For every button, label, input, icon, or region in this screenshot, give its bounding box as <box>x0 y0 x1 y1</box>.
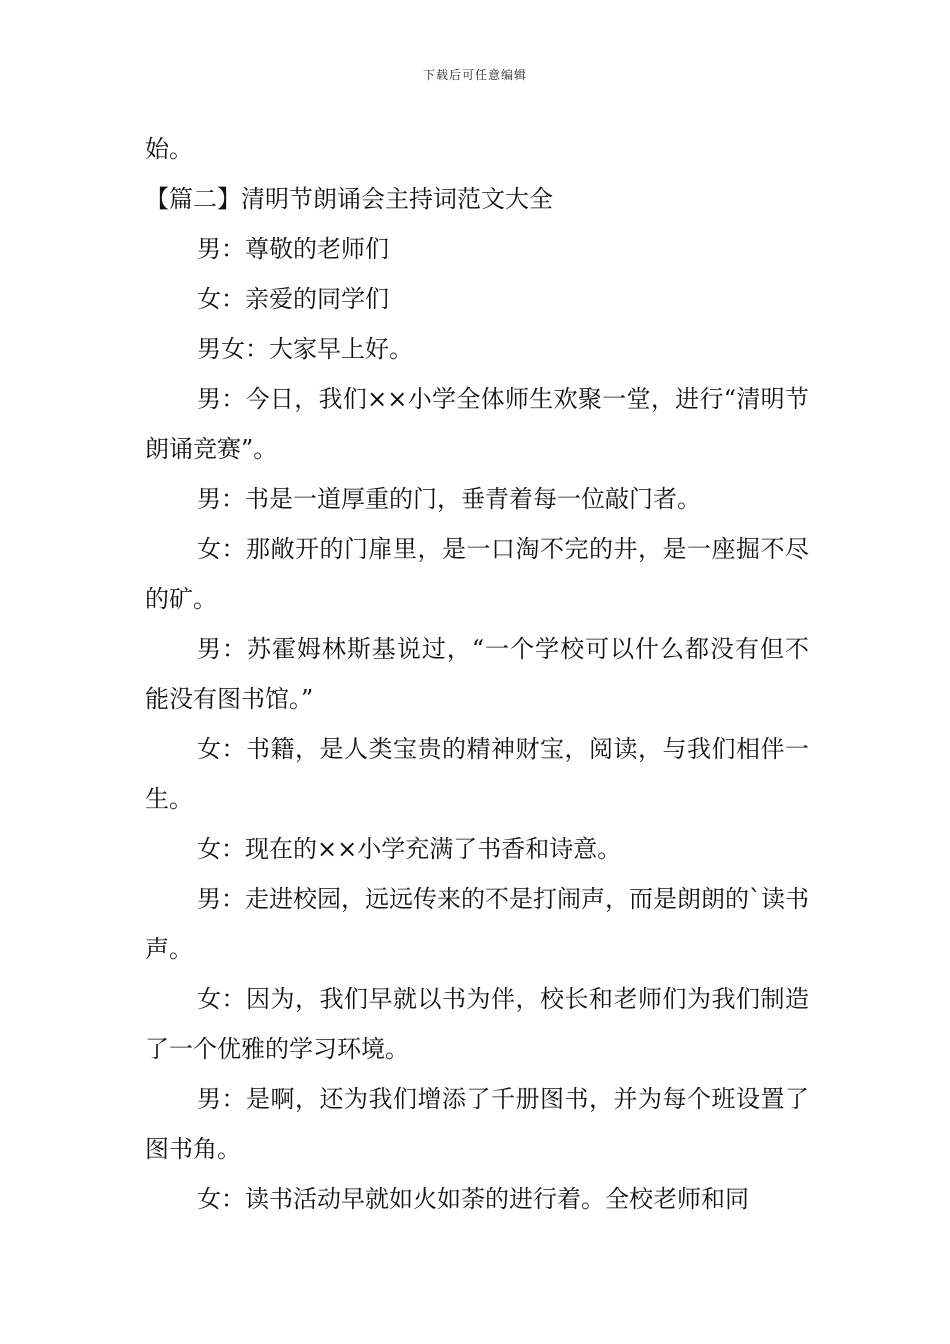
dialogue-line: 女：读书活动早就如火如荼的进行着。全校老师和同 <box>197 1185 749 1213</box>
page-header-note: 下载后可任意编辑 <box>422 68 527 82</box>
dialogue-line: 女：亲爱的同学们 <box>197 285 389 313</box>
dialogue-line: 男：走进校园，远远传来的不是打闹声，而是朗朗的`读书声。 <box>145 885 809 963</box>
dialogue-line: 女：现在的××小学充满了书香和诗意。 <box>197 835 622 863</box>
section-heading: 【篇二】清明节朗诵会主持词范文大全 <box>145 185 553 213</box>
dialogue-line: 女：那敞开的门扉里，是一口淘不完的井，是一座掘不尽的矿。 <box>145 535 809 613</box>
paragraph-continuation: 始。 <box>145 135 193 163</box>
dialogue-line: 男：是啊，还为我们增添了千册图书，并为每个班设置了图书角。 <box>145 1085 809 1163</box>
dialogue-line: 男：书是一道厚重的门，垂青着每一位敲门者。 <box>197 485 701 513</box>
document-body <box>145 124 809 1224</box>
dialogue-line: 男：苏霍姆林斯基说过，“一个学校可以什么都没有但不能没有图书馆。” <box>145 635 809 713</box>
dialogue-line: 女：书籍，是人类宝贵的精神财宝，阅读，与我们相伴一生。 <box>145 735 809 813</box>
dialogue-line: 男：尊敬的老师们 <box>197 235 389 263</box>
dialogue-line: 女：因为，我们早就以书为伴，校长和老师们为我们制造了一个优雅的学习环境。 <box>145 985 809 1063</box>
dialogue-line: 男女：大家早上好。 <box>197 335 413 363</box>
dialogue-line: 男：今日，我们××小学全体师生欢聚一堂，进行“清明节朗诵竞赛”。 <box>145 385 809 463</box>
